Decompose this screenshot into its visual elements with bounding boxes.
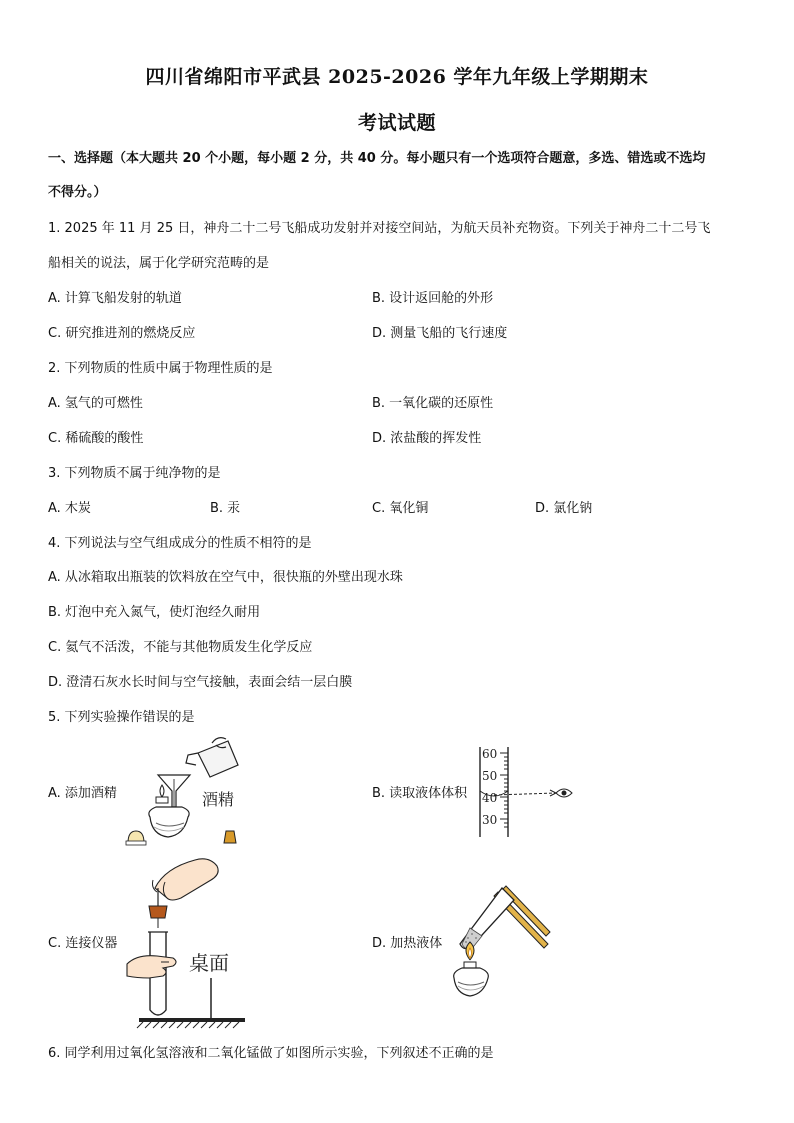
exam-title-line1: 四川省绵阳市平武县 2025-2026 学年九年级上学期期末 bbox=[145, 66, 649, 88]
q1-option-c: C. 研究推进剂的燃烧反应 bbox=[48, 326, 196, 341]
q3-option-c: C. 氧化铜 bbox=[372, 501, 429, 516]
q5-option-a: A. 添加酒精 bbox=[48, 786, 117, 801]
q1-stem-line2: 船相关的说法，属于化学研究范畴的是 bbox=[48, 256, 270, 271]
q1-option-b: B. 设计返回舱的外形 bbox=[372, 291, 494, 306]
q6-stem: 6. 同学利用过氧化氢溶液和二氧化锰做了如图所示实验，下列叙述不正确的是 bbox=[48, 1046, 494, 1061]
q1-option-d: D. 测量飞船的飞行速度 bbox=[372, 326, 508, 341]
q4-option-b: B. 灯泡中充入氮气，使灯泡经久耐用 bbox=[48, 605, 261, 620]
tick-label-50: 50 bbox=[482, 769, 498, 783]
q3-option-a: A. 木炭 bbox=[48, 501, 91, 516]
q2-option-d: D. 浓盐酸的挥发性 bbox=[372, 431, 482, 446]
q3-option-b: B. 汞 bbox=[210, 501, 241, 516]
figure-add-alcohol bbox=[120, 735, 250, 850]
figure-read-cylinder bbox=[478, 745, 578, 840]
q5-stem: 5. 下列实验操作错误的是 bbox=[48, 710, 195, 725]
q3-stem: 3. 下列物质不属于纯净物的是 bbox=[48, 466, 221, 481]
figure-connect-instruments bbox=[125, 858, 250, 1028]
q1-option-a: A. 计算飞船发射的轨道 bbox=[48, 291, 182, 306]
q1-stem-line1: 1. 2025 年 11 月 25 日，神舟二十二号飞船成功发射并对接空间站，为航天员补充物资。下列关于神舟二十二号飞 bbox=[48, 221, 711, 236]
q4-stem: 4. 下列说法与空气组成成分的性质不相符的是 bbox=[48, 536, 312, 551]
exam-title-line2: 考试试题 bbox=[357, 112, 436, 134]
q3-option-d: D. 氯化钠 bbox=[535, 501, 593, 516]
q4-option-c: C. 氦气不活泼，不能与其他物质发生化学反应 bbox=[48, 640, 313, 655]
tick-label-60: 60 bbox=[482, 747, 498, 761]
q4-option-a: A. 从冰箱取出瓶装的饮料放在空气中，很快瓶的外壁出现水珠 bbox=[48, 570, 403, 585]
q5-option-d: D. 加热液体 bbox=[372, 936, 443, 951]
section-heading-line2: 不得分。） bbox=[48, 185, 107, 200]
figure-heat-liquid bbox=[448, 882, 553, 1002]
q2-stem: 2. 下列物质的性质中属于物理性质的是 bbox=[48, 361, 273, 376]
q2-option-b: B. 一氧化碳的还原性 bbox=[372, 396, 494, 411]
tick-label-30: 30 bbox=[482, 813, 498, 827]
q2-option-a: A. 氢气的可燃性 bbox=[48, 396, 143, 411]
q5-option-c: C. 连接仪器 bbox=[48, 936, 118, 951]
q5-option-b: B. 读取液体体积 bbox=[372, 786, 468, 801]
q4-option-d: D. 澄清石灰水长时间与空气接触，表面会结一层白膜 bbox=[48, 675, 353, 690]
figure-c-label: 桌面 bbox=[189, 951, 229, 975]
tick-label-40: 40 bbox=[482, 791, 498, 805]
section-heading-line1: 一、选择题（本大题共 20 个小题，每小题 2 分，共 40 分。每小题只有一个选项符合题意，多选、错选或不选均 bbox=[48, 151, 706, 166]
q2-option-c: C. 稀硫酸的酸性 bbox=[48, 431, 144, 446]
figure-a-label: 酒精 bbox=[202, 790, 235, 809]
